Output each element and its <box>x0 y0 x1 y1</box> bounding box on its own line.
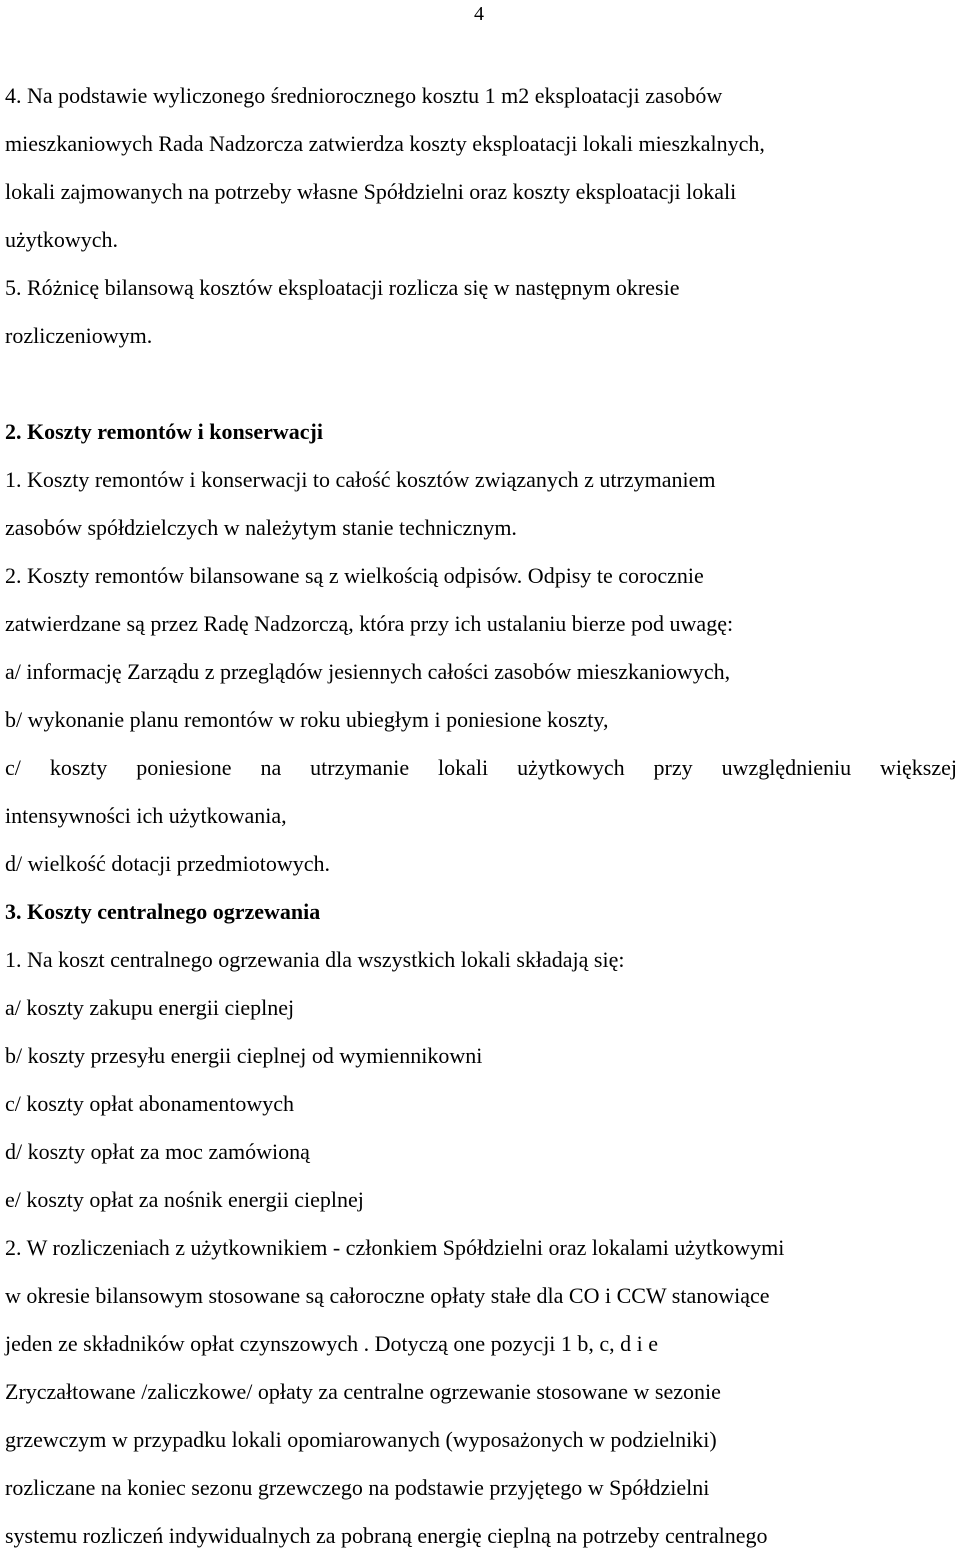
text-line: jeden ze składników opłat czynszowych . Dotyczą one pozycji 1 b, c, d i e <box>5 1331 659 1356</box>
document-body <box>5 72 957 1560</box>
text-line: mieszkaniowych Rada Nadzorcza zatwierdza koszty eksploatacji lokali mieszkalnych, <box>5 131 765 156</box>
text-line: rozliczeniowym. <box>5 323 153 348</box>
text-line: 1. Na koszt centralnego ogrzewania dla wszystkich lokali składają się: <box>5 947 625 972</box>
text-line: c/ koszty poniesione na utrzymanie lokali użytkowych przy uwzględnieniu większej <box>5 755 957 780</box>
text-line: 2. W rozliczeniach z użytkownikiem - członkiem Spółdzielni oraz lokalami użytkowymi <box>5 1235 785 1260</box>
text-line: rozliczane na koniec sezonu grzewczego na podstawie przyjętego w Spółdzielni <box>5 1475 710 1500</box>
text-line: e/ koszty opłat za nośnik energii cieplnej <box>5 1187 364 1212</box>
text-line: c/ koszty opłat abonamentowych <box>5 1091 294 1116</box>
text-line: intensywności ich użytkowania, <box>5 803 287 828</box>
text-line: d/ koszty opłat za moc zamówioną <box>5 1139 310 1164</box>
text-line: lokali zajmowanych na potrzeby własne Spółdzielni oraz koszty eksploatacji lokali <box>5 179 737 204</box>
text-line: zatwierdzane są przez Radę Nadzorczą, która przy ich ustalaniu bierze pod uwagę: <box>5 611 734 636</box>
section-heading-remonty: 2. Koszty remontów i konserwacji <box>5 419 323 444</box>
text-line: d/ wielkość dotacji przedmiotowych. <box>5 851 331 876</box>
text-line: systemu rozliczeń indywidualnych za pobraną energię cieplną na potrzeby centralnego <box>5 1523 768 1548</box>
text-line: Zryczałtowane /zaliczkowe/ opłaty za centralne ogrzewanie stosowane w sezonie <box>5 1379 721 1404</box>
text-line: 4. Na podstawie wyliczonego średniorocznego kosztu 1 m2 eksploatacji zasobów <box>5 83 723 108</box>
text-line: użytkowych. <box>5 227 119 252</box>
text-line: zasobów spółdzielczych w należytym stanie technicznym. <box>5 515 517 540</box>
paragraph-gap <box>5 360 957 408</box>
text-line: 1. Koszty remontów i konserwacji to całość kosztów związanych z utrzymaniem <box>5 467 716 492</box>
text-line: b/ wykonanie planu remontów w roku ubiegłym i poniesione koszty, <box>5 707 609 732</box>
text-line: w okresie bilansowym stosowane są całoroczne opłaty stałe dla CO i CCW stanowiące <box>5 1283 770 1308</box>
section-heading-ogrzewanie: 3. Koszty centralnego ogrzewania <box>5 899 321 924</box>
text-line: a/ informację Zarządu z przeglądów jesiennych całości zasobów mieszkaniowych, <box>5 659 731 684</box>
text-line: grzewczym w przypadku lokali opomiarowanych (wyposażonych w podzielniki) <box>5 1427 717 1452</box>
text-line: a/ koszty zakupu energii cieplnej <box>5 995 295 1020</box>
page-number: 4 <box>474 3 484 25</box>
text-line: 5. Różnicę bilansową kosztów eksploatacji rozlicza się w następnym okresie <box>5 275 680 300</box>
text-line: 2. Koszty remontów bilansowane są z wielkością odpisów. Odpisy te corocznie <box>5 563 704 588</box>
text-line: b/ koszty przesyłu energii cieplnej od wymiennikowni <box>5 1043 483 1068</box>
